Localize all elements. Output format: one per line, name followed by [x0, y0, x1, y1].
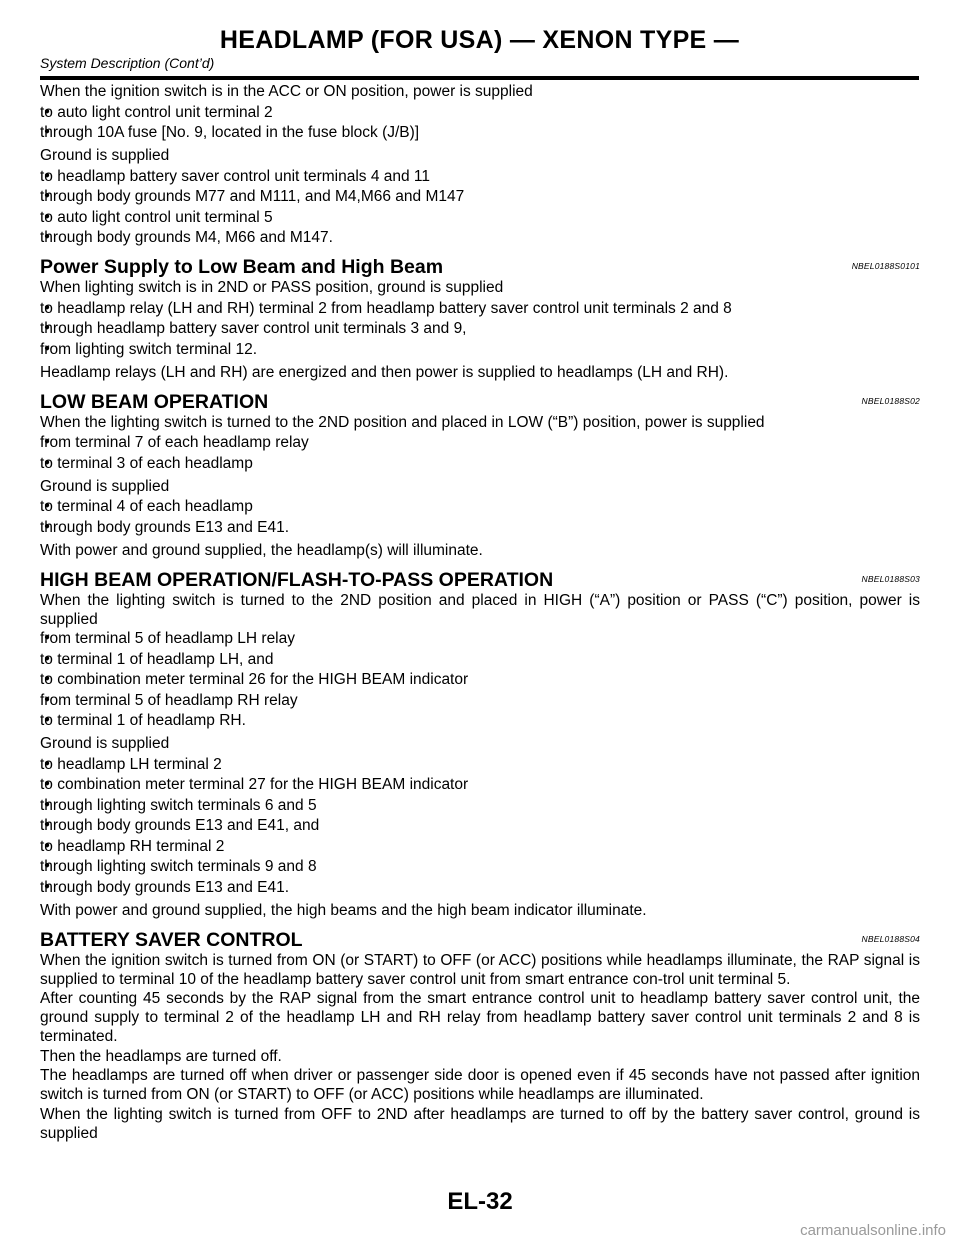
list-item: ● through body grounds E13 and E41.: [40, 518, 920, 538]
page-title: HEADLAMP (FOR USA) — XENON TYPE —: [219, 26, 740, 54]
paragraph: When the ignition switch is turned from ON (or START) to OFF (or ACC) positions while headlamps illuminate, the RAP signal is supplied to terminal 10 of the headlamp battery saver control unit from smart entrance con-trol unit terminal 5.: [40, 951, 920, 988]
header-rule: [40, 76, 919, 80]
section-title: HIGH BEAM OPERATION/FLASH-TO-PASS OPERATION: [40, 568, 554, 591]
paragraph: Ground is supplied: [40, 735, 170, 752]
paragraph: Ground is supplied: [40, 147, 170, 164]
paragraph: With power and ground supplied, the high beams and the high beam indicator illuminate.: [40, 901, 647, 919]
paragraph: When lighting switch is in 2ND or PASS position, ground is supplied: [40, 279, 504, 296]
section-high-beam: [40, 569, 920, 921]
paragraph: Ground is supplied: [40, 477, 170, 495]
list-item: ● from terminal 5 of headlamp RH relay: [40, 691, 920, 711]
list-item: ● through lighting switch terminals 9 and 8: [40, 857, 920, 877]
list-item: ● from lighting switch terminal 12.: [40, 340, 920, 360]
watermark: carmanualsonline.info: [800, 1222, 946, 1239]
intro-paragraph: When the ignition switch is in the ACC or ON position, power is supplied: [40, 83, 533, 100]
list-item: ● to headlamp relay (LH and RH) terminal 2 from headlamp battery saver control unit terminals 2 and 8: [40, 299, 920, 319]
paragraph: Headlamp relays (LH and RH) are energized and then power is supplied to headlamps (LH and RH).: [40, 363, 729, 381]
document-body: [40, 82, 920, 1143]
section-heading: [40, 391, 920, 413]
list-item: ● through body grounds E13 and E41, and: [40, 816, 920, 836]
section-title: BATTERY SAVER CONTROL: [40, 928, 303, 951]
paragraph: Then the headlamps are turned off.: [40, 1047, 282, 1065]
section-heading: [40, 569, 920, 591]
list-item: ● to headlamp LH terminal 2: [40, 755, 920, 775]
paragraph: When the lighting switch is turned to the 2ND position and placed in HIGH (“A”) position or PASS (“C”) position, power is supplied: [40, 591, 920, 628]
page-header: [40, 26, 919, 80]
list-item: ● from terminal 5 of headlamp LH relay: [40, 629, 920, 649]
section-low-beam: [40, 391, 920, 561]
list-item: ● through body grounds M4, M66 and M147.: [40, 228, 920, 248]
list-item: ● to terminal 1 of headlamp LH, and: [40, 650, 920, 670]
paragraph: With power and ground supplied, the headlamp(s) will illuminate.: [40, 541, 483, 559]
list-item: ● through 10A fuse [No. 9, located in the fuse block (J/B)]: [40, 123, 920, 143]
page-subtitle: System Description (Cont’d): [40, 55, 215, 71]
list-item: ● to terminal 4 of each headlamp: [40, 497, 920, 517]
list-item: ● through body grounds E13 and E41.: [40, 878, 920, 898]
page-number: EL-32: [447, 1188, 513, 1215]
list-item: ● to combination meter terminal 27 for the HIGH BEAM indicator: [40, 775, 920, 795]
list-item: ● through body grounds M77 and M111, and M4,M66 and M147: [40, 187, 920, 207]
section-code: NBEL0188S03: [861, 573, 920, 584]
paragraph: When the lighting switch is turned to the 2ND position and placed in LOW (“B”) position, power is supplied: [40, 413, 765, 431]
list-item: ● to headlamp battery saver control unit terminals 4 and 11: [40, 167, 920, 187]
list-item: ● to auto light control unit terminal 5: [40, 208, 920, 228]
paragraph: When the lighting switch is turned from OFF to 2ND after headlamps are turned to off by the battery saver control, ground is supplied: [40, 1105, 920, 1142]
list-item: ● to combination meter terminal 26 for the HIGH BEAM indicator: [40, 670, 920, 690]
paragraph: The headlamps are turned off when driver or passenger side door is opened even if 45 seconds have not passed after ignition switch is turned from ON (or START) to OFF (or ACC) positions while headlamps are illuminated.: [40, 1067, 920, 1103]
section-heading: [40, 256, 920, 278]
list-item: ● to headlamp RH terminal 2: [40, 837, 920, 857]
section-title: Power Supply to Low Beam and High Beam: [40, 256, 444, 278]
section-code: NBEL0188S04: [861, 933, 920, 944]
section-code: NBEL0188S02: [861, 395, 920, 406]
list-item: ● through headlamp battery saver control unit terminals 3 and 9,: [40, 319, 920, 339]
section-code: NBEL0188S0101: [851, 261, 920, 271]
list-item: ● to terminal 3 of each headlamp: [40, 454, 920, 474]
list-item: ● to auto light control unit terminal 2: [40, 103, 920, 123]
paragraph: After counting 45 seconds by the RAP signal from the smart entrance control unit to headlamp battery saver control unit, the ground supply to terminal 2 of the headlamp LH and RH relay from headlamp battery saver control unit terminals 2 and 8 is terminated.: [40, 990, 920, 1045]
list-item: ● from terminal 7 of each headlamp relay: [40, 433, 920, 453]
section-battery-saver: [40, 929, 920, 1143]
section-title: LOW BEAM OPERATION: [40, 390, 269, 413]
list-item: ● to terminal 1 of headlamp RH.: [40, 711, 920, 731]
section-power-supply: [40, 256, 920, 383]
section-heading: [40, 929, 920, 951]
list-item: ● through lighting switch terminals 6 and 5: [40, 796, 920, 816]
